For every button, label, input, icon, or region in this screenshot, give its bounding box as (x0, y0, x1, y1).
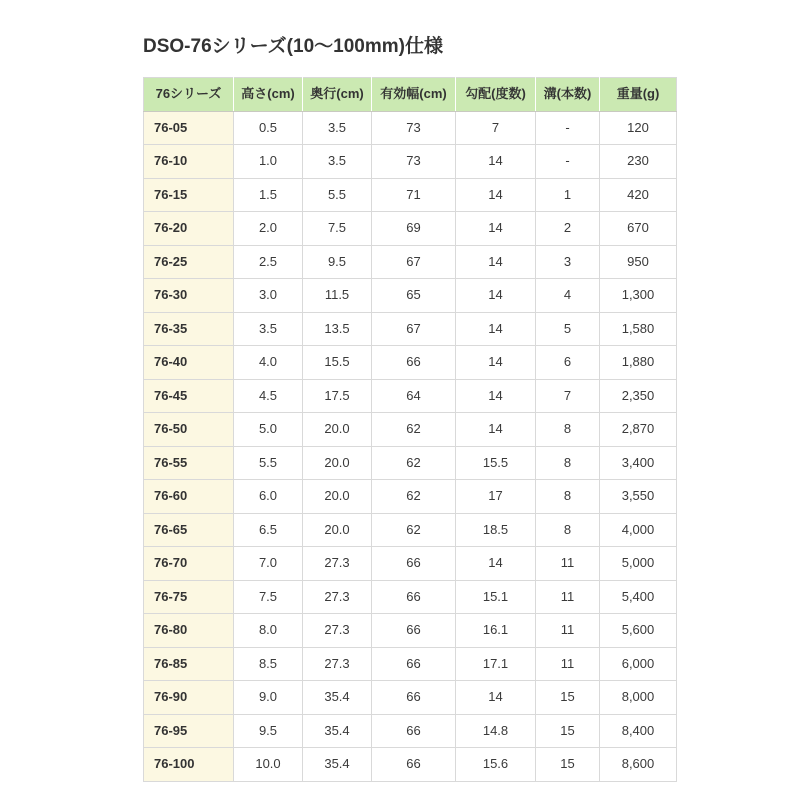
page-title: DSO-76シリーズ(10～100mm)仕様 (143, 36, 443, 57)
table-cell: 3.5 (234, 312, 303, 346)
table-row (144, 413, 677, 447)
table-cell: 3,400 (600, 446, 677, 480)
table-row (144, 379, 677, 413)
table-cell: 5.5 (303, 178, 372, 212)
table-cell: 11 (536, 647, 600, 681)
table-cell: 3,550 (600, 480, 677, 514)
table-cell: 2,870 (600, 413, 677, 447)
table-cell: 14 (456, 212, 536, 246)
table-row (144, 346, 677, 380)
table-cell: 14 (456, 312, 536, 346)
table-cell: 6,000 (600, 647, 677, 681)
table-row (144, 748, 677, 782)
table-cell: 62 (372, 513, 456, 547)
row-label: 76-100 (144, 748, 234, 782)
table-cell: 27.3 (303, 547, 372, 581)
table-cell: 14 (456, 681, 536, 715)
row-label: 76-50 (144, 413, 234, 447)
header-row (144, 78, 677, 112)
table-body (144, 111, 677, 781)
table-cell: - (536, 145, 600, 179)
table-cell: 17.1 (456, 647, 536, 681)
table-cell: 14.8 (456, 714, 536, 748)
table-cell: 35.4 (303, 714, 372, 748)
row-label: 76-60 (144, 480, 234, 514)
table-cell: 66 (372, 647, 456, 681)
table-cell: 10.0 (234, 748, 303, 782)
table-cell: 2.5 (234, 245, 303, 279)
table-cell: 27.3 (303, 580, 372, 614)
column-header: 高さ(cm) (234, 78, 303, 112)
table-cell: 15.5 (303, 346, 372, 380)
table-cell: 8.0 (234, 614, 303, 648)
table-cell: 8,600 (600, 748, 677, 782)
table-cell: 69 (372, 212, 456, 246)
table-row (144, 178, 677, 212)
table-cell: 20.0 (303, 413, 372, 447)
row-label: 76-30 (144, 279, 234, 313)
table-cell: 9.5 (303, 245, 372, 279)
table-cell: 1,580 (600, 312, 677, 346)
table-cell: 6 (536, 346, 600, 380)
column-header: 勾配(度数) (456, 78, 536, 112)
table-cell: 3.5 (303, 145, 372, 179)
table-cell: 6.5 (234, 513, 303, 547)
table-cell: 7.0 (234, 547, 303, 581)
table-cell: 2,350 (600, 379, 677, 413)
table-row (144, 279, 677, 313)
table-cell: 4.0 (234, 346, 303, 380)
table-cell: 14 (456, 178, 536, 212)
table-cell: - (536, 111, 600, 145)
row-label: 76-15 (144, 178, 234, 212)
table-cell: 5.5 (234, 446, 303, 480)
table-cell: 3 (536, 245, 600, 279)
table-cell: 66 (372, 714, 456, 748)
row-label: 76-10 (144, 145, 234, 179)
table-cell: 8,400 (600, 714, 677, 748)
table-cell: 8 (536, 480, 600, 514)
table-row (144, 513, 677, 547)
row-label: 76-70 (144, 547, 234, 581)
table-row (144, 647, 677, 681)
table-row (144, 547, 677, 581)
table-row (144, 714, 677, 748)
table-cell: 71 (372, 178, 456, 212)
table-cell: 1.0 (234, 145, 303, 179)
table-cell: 20.0 (303, 480, 372, 514)
table-cell: 7 (456, 111, 536, 145)
table-cell: 8 (536, 446, 600, 480)
column-header: 76シリーズ (144, 78, 234, 112)
table-cell: 3.5 (303, 111, 372, 145)
table-cell: 66 (372, 580, 456, 614)
table-cell: 73 (372, 111, 456, 145)
table-cell: 230 (600, 145, 677, 179)
row-label: 76-45 (144, 379, 234, 413)
column-header: 有効幅(cm) (372, 78, 456, 112)
table-cell: 15 (536, 714, 600, 748)
table-cell: 5,400 (600, 580, 677, 614)
table-cell: 5.0 (234, 413, 303, 447)
table-row (144, 580, 677, 614)
table-cell: 2.0 (234, 212, 303, 246)
table-cell: 67 (372, 245, 456, 279)
table-cell: 7.5 (303, 212, 372, 246)
table-cell: 73 (372, 145, 456, 179)
table-cell: 66 (372, 614, 456, 648)
table-cell: 8 (536, 513, 600, 547)
row-label: 76-20 (144, 212, 234, 246)
column-header: 奥行(cm) (303, 78, 372, 112)
table-cell: 64 (372, 379, 456, 413)
table-cell: 62 (372, 446, 456, 480)
row-label: 76-65 (144, 513, 234, 547)
row-label: 76-75 (144, 580, 234, 614)
row-label: 76-25 (144, 245, 234, 279)
table-cell: 8 (536, 413, 600, 447)
row-label: 76-95 (144, 714, 234, 748)
table-cell: 4,000 (600, 513, 677, 547)
table-row (144, 480, 677, 514)
column-header: 重量(g) (600, 78, 677, 112)
table-cell: 9.0 (234, 681, 303, 715)
table-cell: 3.0 (234, 279, 303, 313)
table-cell: 35.4 (303, 748, 372, 782)
table-cell: 9.5 (234, 714, 303, 748)
table-row (144, 312, 677, 346)
table-cell: 20.0 (303, 446, 372, 480)
table-cell: 15.6 (456, 748, 536, 782)
row-label: 76-55 (144, 446, 234, 480)
table-cell: 11.5 (303, 279, 372, 313)
table-cell: 7 (536, 379, 600, 413)
table-head (144, 78, 677, 112)
table-cell: 5,000 (600, 547, 677, 581)
table-row (144, 681, 677, 715)
column-header: 溝(本数) (536, 78, 600, 112)
table-cell: 950 (600, 245, 677, 279)
table-cell: 11 (536, 580, 600, 614)
row-label: 76-35 (144, 312, 234, 346)
table-cell: 11 (536, 547, 600, 581)
table-cell: 11 (536, 614, 600, 648)
table-cell: 16.1 (456, 614, 536, 648)
table-cell: 1,880 (600, 346, 677, 380)
table-cell: 6.0 (234, 480, 303, 514)
table-row (144, 614, 677, 648)
table-cell: 8.5 (234, 647, 303, 681)
table-cell: 15 (536, 748, 600, 782)
table-cell: 1 (536, 178, 600, 212)
table-cell: 0.5 (234, 111, 303, 145)
table-cell: 5 (536, 312, 600, 346)
table-cell: 420 (600, 178, 677, 212)
table-cell: 18.5 (456, 513, 536, 547)
table-cell: 20.0 (303, 513, 372, 547)
table-cell: 66 (372, 346, 456, 380)
table-cell: 65 (372, 279, 456, 313)
table-cell: 670 (600, 212, 677, 246)
table-cell: 8,000 (600, 681, 677, 715)
table-cell: 120 (600, 111, 677, 145)
table-cell: 66 (372, 547, 456, 581)
table-cell: 15 (536, 681, 600, 715)
table-cell: 62 (372, 480, 456, 514)
table-cell: 2 (536, 212, 600, 246)
row-label: 76-85 (144, 647, 234, 681)
table-cell: 14 (456, 346, 536, 380)
table-cell: 5,600 (600, 614, 677, 648)
table-row (144, 145, 677, 179)
table-cell: 14 (456, 379, 536, 413)
row-label: 76-80 (144, 614, 234, 648)
table-cell: 14 (456, 413, 536, 447)
table-cell: 27.3 (303, 614, 372, 648)
row-label: 76-90 (144, 681, 234, 715)
table-cell: 27.3 (303, 647, 372, 681)
table-cell: 62 (372, 413, 456, 447)
table-cell: 1,300 (600, 279, 677, 313)
table-cell: 13.5 (303, 312, 372, 346)
table-cell: 14 (456, 145, 536, 179)
spec-table (143, 77, 677, 782)
table-cell: 17 (456, 480, 536, 514)
table-cell: 67 (372, 312, 456, 346)
table-row (144, 212, 677, 246)
table-cell: 4.5 (234, 379, 303, 413)
table-row (144, 446, 677, 480)
table-row (144, 245, 677, 279)
table-cell: 7.5 (234, 580, 303, 614)
table-row (144, 111, 677, 145)
table-cell: 17.5 (303, 379, 372, 413)
table-cell: 4 (536, 279, 600, 313)
table-cell: 14 (456, 547, 536, 581)
table-cell: 35.4 (303, 681, 372, 715)
table-cell: 66 (372, 681, 456, 715)
row-label: 76-05 (144, 111, 234, 145)
table-cell: 14 (456, 245, 536, 279)
table-cell: 15.5 (456, 446, 536, 480)
table-cell: 66 (372, 748, 456, 782)
table-cell: 15.1 (456, 580, 536, 614)
row-label: 76-40 (144, 346, 234, 380)
table-cell: 1.5 (234, 178, 303, 212)
table-cell: 14 (456, 279, 536, 313)
